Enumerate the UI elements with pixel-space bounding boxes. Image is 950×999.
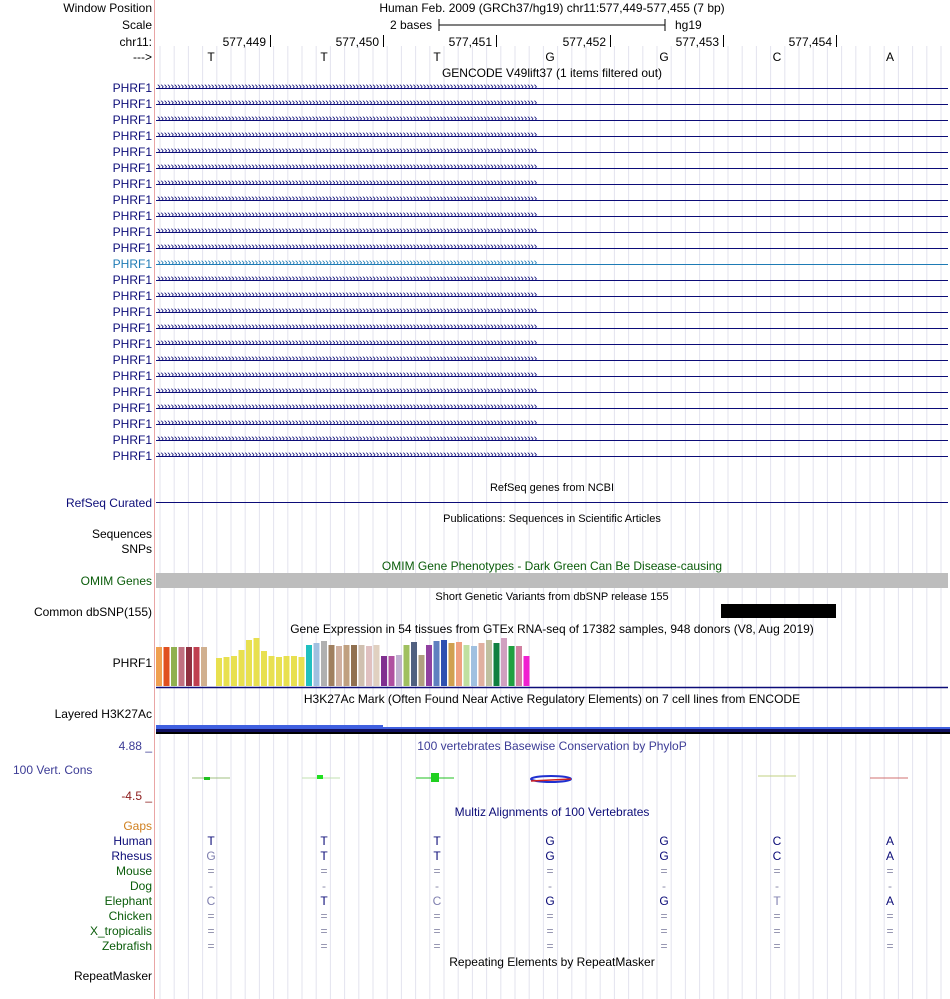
gtex-tissue-bar[interactable]	[381, 656, 387, 686]
gencode-gene-label[interactable]: PHRF1	[112, 289, 152, 303]
reference-base: T	[433, 50, 441, 64]
multiz-base: -	[209, 879, 213, 893]
gtex-tissue-bar[interactable]	[216, 658, 222, 686]
multiz-base: =	[773, 924, 781, 938]
multiz-base: G	[545, 894, 555, 908]
h3k27ac-label[interactable]: Layered H3K27Ac	[54, 707, 152, 721]
multiz-base: C	[772, 834, 782, 848]
repeatmasker-label[interactable]: RepeatMasker	[73, 969, 152, 983]
multiz-base: -	[888, 879, 892, 893]
gencode-gene-label[interactable]: PHRF1	[112, 273, 152, 287]
gencode-gene-label[interactable]: PHRF1	[112, 81, 152, 95]
gtex-tissue-bar[interactable]	[201, 647, 207, 686]
multiz-base: =	[546, 939, 554, 953]
reference-base: G	[659, 50, 669, 64]
ruler-tick	[836, 35, 837, 47]
strand-arrows: ›››››››››››››››››››››››››››››››››››››››››››››››››››››››››››››››››››››››››››››››››››››››››››››››››››››››››››››››››	[157, 113, 538, 125]
omim-label[interactable]: OMIM Genes	[80, 574, 152, 588]
gtex-tissue-bar[interactable]	[359, 645, 365, 686]
multiz-base: -	[548, 879, 552, 893]
ruler-position-label: 577,454	[788, 35, 832, 49]
strand-arrows: ›››››››››››››››››››››››››››››››››››››››››››››››››››››››››››››››››››››››››››››››››››››››››››››››››››››››››››››››››	[157, 273, 538, 285]
gtex-tissue-bar[interactable]	[261, 651, 267, 686]
multiz-base: =	[773, 939, 781, 953]
multiz-base: =	[660, 909, 668, 923]
multiz-base: =	[773, 864, 781, 878]
multiz-base: G	[659, 834, 669, 848]
multiz-base: T	[320, 894, 328, 908]
gencode-gene-label[interactable]: PHRF1	[112, 145, 152, 159]
scale-assembly: hg19	[675, 18, 702, 32]
gtex-tissue-bar[interactable]	[426, 645, 432, 686]
multiz-base: A	[885, 894, 894, 908]
multiz-base: =	[207, 924, 215, 938]
dbsnp-variant-block[interactable]	[721, 604, 836, 618]
strand-arrows: ›››››››››››››››››››››››››››››››››››››››››››››››››››››››››››››››››››››››››››››››››››››››››››››››››››››››››››››››››	[157, 385, 538, 397]
multiz-base: -	[775, 879, 779, 893]
gtex-tissue-bar[interactable]	[516, 646, 522, 686]
gencode-gene-label[interactable]: PHRF1	[112, 177, 152, 191]
refseq-track-title[interactable]: RefSeq genes from NCBI	[489, 482, 615, 494]
strand-arrows: ›››››››››››››››››››››››››››››››››››››››››››››››››››››››››››››››››››››››››››››››››››››››››››››››››››››››››››››››››	[157, 369, 538, 381]
gtex-tissue-bar[interactable]	[291, 656, 297, 686]
multiz-base: T	[433, 834, 441, 848]
multiz-species-label[interactable]: X_tropicalis	[89, 924, 152, 938]
multiz-base: T	[207, 834, 215, 848]
multiz-base: G	[659, 849, 669, 863]
multiz-base: T	[320, 834, 328, 848]
multiz-base: =	[207, 909, 215, 923]
gtex-tissue-bar[interactable]	[194, 647, 200, 686]
gtex-tissue-bar[interactable]	[411, 642, 417, 686]
strand-arrows: ›››››››››››››››››››››››››››››››››››››››››››››››››››››››››››››››››››››››››››››››››››››››››››››››››››››››››››››››››	[157, 145, 538, 157]
gtex-tissue-bar[interactable]	[389, 656, 395, 686]
gencode-gene-label[interactable]: PHRF1	[112, 433, 152, 447]
multiz-base: =	[320, 924, 328, 938]
gtex-tissue-bar[interactable]	[179, 647, 185, 686]
gencode-gene-label[interactable]: PHRF1	[112, 241, 152, 255]
gencode-gene-label[interactable]: PHRF1	[112, 225, 152, 239]
gencode-gene-label[interactable]: PHRF1	[112, 385, 152, 399]
window-position-value: Human Feb. 2009 (GRCh37/hg19) chr11:577,449-577,455 (7 bp)	[379, 1, 725, 15]
strand-arrows: ›››››››››››››››››››››››››››››››››››››››››››››››››››››››››››››››››››››››››››››››››››››››››››››››››››››››››››››››››	[157, 289, 538, 301]
gencode-gene-label[interactable]: PHRF1	[112, 161, 152, 175]
strand-arrows: ›››››››››››››››››››››››››››››››››››››››››››››››››››››››››››››››››››››››››››››››››››››››››››››››››››››››››››››››››	[157, 417, 538, 429]
publications-snps-label[interactable]: SNPs	[121, 542, 152, 556]
gencode-gene-label[interactable]: PHRF1	[112, 401, 152, 415]
gtex-tissue-bar[interactable]	[351, 645, 357, 686]
strand-arrows: ›››››››››››››››››››››››››››››››››››››››››››››››››››››››››››››››››››››››››››››››››››››››››››››››››››››››››››››››››	[157, 449, 538, 461]
strand-label: --->	[133, 50, 152, 64]
window-position-label: Window Position	[63, 1, 152, 15]
multiz-track-title[interactable]: Multiz Alignments of 100 Vertebrates	[454, 805, 650, 819]
multiz-base: T	[433, 849, 441, 863]
multiz-base: =	[660, 864, 668, 878]
chrom-label: chr11:	[119, 35, 152, 49]
gtex-tissue-bar[interactable]	[254, 638, 260, 686]
gencode-gene-label[interactable]: PHRF1	[112, 337, 152, 351]
multiz-species-label[interactable]: Mouse	[115, 864, 152, 878]
gtex-tissue-bar[interactable]	[486, 640, 492, 686]
gtex-tissue-bar[interactable]	[329, 645, 335, 686]
phylop-track-title[interactable]: 100 vertebrates Basewise Conservation by PhyloP	[417, 739, 687, 753]
reference-base: C	[772, 50, 782, 64]
multiz-base: =	[886, 864, 894, 878]
reference-base: T	[320, 50, 328, 64]
ruler-position-label: 577,450	[335, 35, 379, 49]
gtex-tissue-bar[interactable]	[456, 642, 462, 686]
gtex-tissue-bar[interactable]	[246, 640, 252, 686]
gtex-tissue-bar[interactable]	[299, 657, 305, 686]
multiz-base: =	[433, 909, 441, 923]
scale-value: 2 bases	[390, 18, 433, 32]
ruler-position-label: 577,452	[562, 35, 606, 49]
gtex-tissue-bar[interactable]	[209, 681, 215, 686]
multiz-base: =	[546, 909, 554, 923]
strand-arrows: ›››››››››››››››››››››››››››››››››››››››››››››››››››››››››››››››››››››››››››››››››››››››››››››››››››››››››››››››››	[157, 161, 538, 173]
multiz-base: -	[662, 879, 666, 893]
publications-track-title[interactable]: Publications: Sequences in Scientific Articles	[443, 513, 661, 525]
publications-sequences-label[interactable]: Sequences	[91, 527, 152, 541]
multiz-species-label[interactable]: Rhesus	[111, 849, 152, 863]
gtex-tissue-bar[interactable]	[156, 647, 162, 686]
omim-track-title[interactable]: OMIM Gene Phenotypes - Dark Green Can Be Disease-causing	[381, 559, 723, 573]
multiz-base: G	[659, 894, 669, 908]
scale-bar	[438, 17, 670, 33]
multiz-base: -	[435, 879, 439, 893]
ruler-tick	[270, 35, 271, 47]
strand-arrows: ›››››››››››››››››››››››››››››››››››››››››››››››››››››››››››››››››››››››››››››››››››››››››››››››››››››››››››››››››	[157, 177, 538, 189]
omim-feature-bar[interactable]	[156, 573, 948, 588]
gencode-gene-label[interactable]: PHRF1	[112, 113, 152, 127]
multiz-base: =	[433, 864, 441, 878]
label-separator	[154, 0, 155, 999]
strand-arrows: ›››››››››››››››››››››››››››››››››››››››››››››››››››››››››››››››››››››››››››››››››››››››››››››››››››››››››››››››››	[157, 321, 538, 333]
gtex-bar-chart[interactable]	[156, 635, 948, 689]
strand-arrows: ›››››››››››››››››››››››››››››››››››››››››››››››››››››››››››››››››››››››››››››››››››››››››››››››››››››››››››››››››	[157, 305, 538, 317]
multiz-base: =	[886, 939, 894, 953]
multiz-species-label[interactable]: Gaps	[123, 819, 152, 833]
gtex-tissue-bar[interactable]	[171, 647, 177, 686]
reference-base: A	[885, 50, 894, 64]
phylop-ymin: -4.5 _	[121, 789, 152, 803]
multiz-base: =	[773, 909, 781, 923]
gtex-tissue-bar[interactable]	[366, 646, 372, 686]
gtex-tissue-bar[interactable]	[479, 643, 485, 686]
multiz-base: =	[546, 924, 554, 938]
dbsnp-track-title[interactable]: Short Genetic Variants from dbSNP release 155	[435, 591, 669, 603]
gtex-tissue-bar[interactable]	[344, 645, 350, 686]
multiz-species-label[interactable]: Zebrafish	[101, 939, 152, 953]
multiz-species-label[interactable]: Elephant	[104, 894, 152, 908]
refseq-label[interactable]: RefSeq Curated	[65, 496, 152, 510]
gtex-tissue-bar[interactable]	[306, 645, 312, 686]
gtex-tissue-bar[interactable]	[284, 656, 290, 686]
gtex-tissue-bar[interactable]	[404, 645, 410, 686]
gtex-tissue-bar[interactable]	[471, 646, 477, 686]
gtex-tissue-bar[interactable]	[314, 643, 320, 686]
multiz-base: =	[886, 924, 894, 938]
gtex-tissue-bar[interactable]	[419, 655, 425, 686]
multiz-base: T	[773, 894, 781, 908]
gtex-tissue-bar[interactable]	[276, 657, 282, 686]
ruler-position-label: 577,453	[675, 35, 719, 49]
repeatmasker-track-title[interactable]: Repeating Elements by RepeatMasker	[449, 955, 655, 969]
multiz-base: G	[545, 849, 555, 863]
gtex-tissue-bar[interactable]	[464, 645, 470, 686]
gtex-tissue-bar[interactable]	[321, 641, 327, 686]
multiz-base: =	[320, 864, 328, 878]
gtex-track-title[interactable]: Gene Expression in 54 tissues from GTEx RNA-seq of 17382 samples, 948 donors (V8, Aug 2019)	[290, 622, 814, 636]
multiz-species-label[interactable]: Chicken	[108, 909, 152, 923]
gtex-tissue-bar[interactable]	[164, 647, 170, 686]
multiz-base: =	[433, 924, 441, 938]
gencode-gene-label[interactable]: PHRF1	[112, 417, 152, 431]
ruler-position-label: 577,449	[222, 35, 266, 49]
multiz-species-label[interactable]: Dog	[129, 879, 152, 893]
multiz-base: =	[660, 924, 668, 938]
multiz-base: C	[432, 894, 442, 908]
gtex-tissue-bar[interactable]	[509, 646, 515, 686]
strand-arrows: ›››››››››››››››››››››››››››››››››››››››››››››››››››››››››››››››››››››››››››››››››››››››››››››››››››››››››››››››››	[157, 129, 538, 141]
ruler-position-label: 577,451	[448, 35, 492, 49]
multiz-base: =	[320, 939, 328, 953]
gencode-gene-label[interactable]: PHRF1	[112, 257, 152, 271]
gencode-gene-label[interactable]: PHRF1	[112, 193, 152, 207]
reference-base: T	[207, 50, 215, 64]
strand-arrows: ›››››››››››››››››››››››››››››››››››››››››››››››››››››››››››››››››››››››››››››››››››››››››››››››››››››››››››››››››	[157, 353, 538, 365]
gtex-tissue-bar[interactable]	[186, 647, 192, 686]
reference-base: G	[545, 50, 555, 64]
strand-arrows: ›››››››››››››››››››››››››››››››››››››››››››››››››››››››››››››››››››››››››››››››››››››››››››››››››››››››››››››››››	[157, 225, 538, 237]
gencode-gene-label[interactable]: PHRF1	[112, 129, 152, 143]
gencode-track-title[interactable]: GENCODE V49lift37 (1 items filtered out)	[441, 66, 663, 80]
gtex-tissue-bar[interactable]	[396, 655, 402, 686]
gtex-tissue-bar[interactable]	[501, 638, 507, 686]
gtex-tissue-bar[interactable]	[524, 656, 530, 686]
multiz-base: G	[545, 834, 555, 848]
multiz-base: =	[660, 939, 668, 953]
gencode-gene-label[interactable]: PHRF1	[112, 305, 152, 319]
multiz-base: G	[206, 849, 216, 863]
scale-label: Scale	[121, 18, 152, 32]
multiz-base: =	[886, 909, 894, 923]
strand-arrows: ›››››››››››››››››››››››››››››››››››››››››››››››››››››››››››››››››››››››››››››››››››››››››››››››››››››››››››››››››	[157, 401, 538, 413]
gtex-tissue-bar[interactable]	[449, 643, 455, 686]
gencode-gene-label[interactable]: PHRF1	[112, 97, 152, 111]
gencode-gene-label[interactable]: PHRF1	[112, 321, 152, 335]
gtex-tissue-bar[interactable]	[374, 645, 380, 686]
strand-arrows: ›››››››››››››››››››››››››››››››››››››››››››››››››››››››››››››››››››››››››››››››››››››››››››››››››››››››››››››››››	[157, 209, 538, 221]
strand-arrows: ›››››››››››››››››››››››››››››››››››››››››››››››››››››››››››››››››››››››››››››››››››››››››››››››››››››››››››››››››	[157, 433, 538, 445]
multiz-base: =	[546, 864, 554, 878]
gtex-tissue-bar[interactable]	[224, 657, 230, 686]
strand-arrows: ›››››››››››››››››››››››››››››››››››››››››››››››››››››››››››››››››››››››››››››››››››››››››››››››››››››››››››››››››	[157, 337, 538, 349]
gtex-label[interactable]: PHRF1	[112, 656, 152, 670]
h3k27ac-track-title[interactable]: H3K27Ac Mark (Often Found Near Active Regulatory Elements) on 7 cell lines from ENCODE	[303, 692, 801, 706]
gtex-tissue-bar[interactable]	[269, 656, 275, 686]
multiz-base: T	[320, 849, 328, 863]
phylop-ymax: 4.88 _	[118, 739, 152, 753]
gtex-tissue-bar[interactable]	[441, 640, 447, 686]
gtex-tissue-bar[interactable]	[231, 656, 237, 686]
multiz-base: =	[207, 939, 215, 953]
gtex-tissue-bar[interactable]	[239, 650, 245, 686]
strand-arrows: ›››››››››››››››››››››››››››››››››››››››››››››››››››››››››››››››››››››››››››››››››››››››››››››››››››››››››››››››››	[157, 193, 538, 205]
ruler-tick	[383, 35, 384, 47]
ruler-tick	[610, 35, 611, 47]
multiz-base: -	[322, 879, 326, 893]
multiz-base: =	[433, 939, 441, 953]
multiz-species-label[interactable]: Human	[113, 834, 152, 848]
multiz-base: =	[320, 909, 328, 923]
ruler-tick	[723, 35, 724, 47]
gencode-gene-label[interactable]: PHRF1	[112, 449, 152, 463]
ruler-tick	[496, 35, 497, 47]
h3k27ac-signal[interactable]	[156, 723, 950, 737]
refseq-gene-line[interactable]	[156, 502, 948, 503]
strand-arrows: ›››››››››››››››››››››››››››››››››››››››››››››››››››››››››››››››››››››››››››››››››››››››››››››››››››››››››››››››››	[157, 257, 538, 269]
gencode-gene-label[interactable]: PHRF1	[112, 369, 152, 383]
dbsnp-label[interactable]: Common dbSNP(155)	[33, 605, 152, 619]
gtex-tissue-bar[interactable]	[494, 643, 500, 686]
strand-arrows: ›››››››››››››››››››››››››››››››››››››››››››››››››››››››››››››››››››››››››››››››››››››››››››››››››››››››››››››››››	[157, 81, 538, 93]
multiz-base: A	[885, 834, 894, 848]
multiz-base: =	[207, 864, 215, 878]
multiz-base: A	[885, 849, 894, 863]
gencode-gene-label[interactable]: PHRF1	[112, 209, 152, 223]
phylop-signal[interactable]	[156, 768, 948, 790]
gencode-gene-label[interactable]: PHRF1	[112, 353, 152, 367]
gtex-tissue-bar[interactable]	[336, 646, 342, 686]
phylop-label[interactable]: 100 Vert. Cons	[13, 763, 93, 777]
strand-arrows: ›››››››››››››››››››››››››››››››››››››››››››››››››››››››››››››››››››››››››››››››››››››››››››››››››››››››››››››››››	[157, 241, 538, 253]
multiz-base: C	[206, 894, 216, 908]
gtex-tissue-bar[interactable]	[434, 641, 440, 686]
multiz-base: C	[772, 849, 782, 863]
strand-arrows: ›››››››››››››››››››››››››››››››››››››››››››››››››››››››››››››››››››››››››››››››››››››››››››››››››››››››››››››››››	[157, 97, 538, 109]
